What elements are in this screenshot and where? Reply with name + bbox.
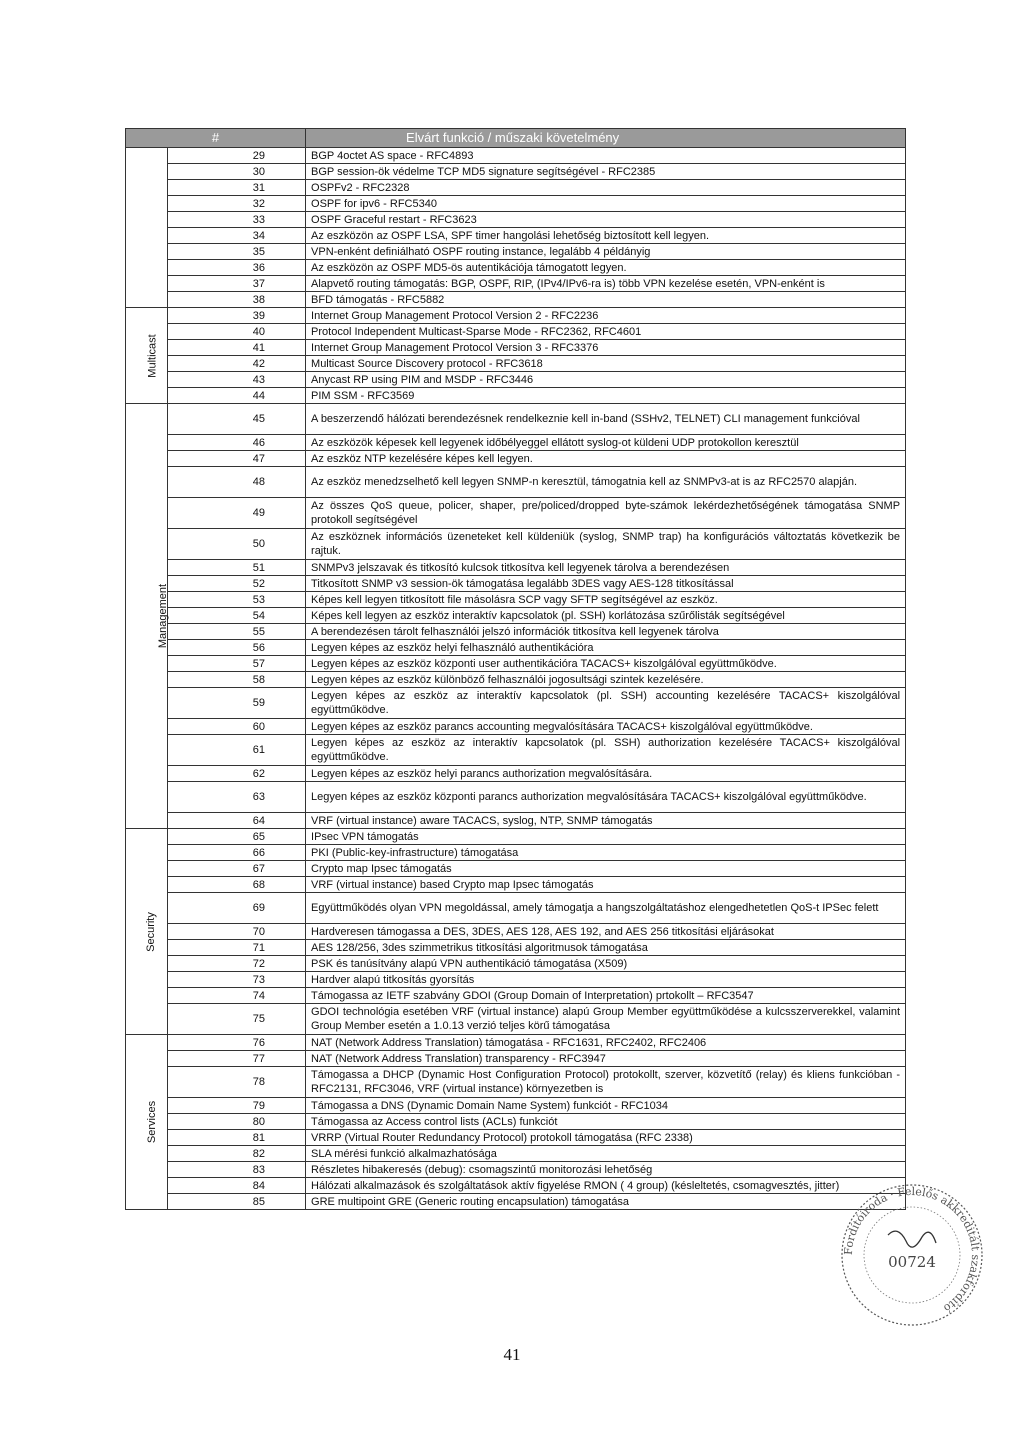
row-number: 56: [190, 640, 306, 656]
row-requirement: Alapvető routing támogatás: BGP, OSPF, RIP, (IPv4/IPv6-ra is) több VPN kezelése esetén, VPN-enként is: [306, 276, 906, 292]
table-row: [126, 164, 906, 180]
row-spacer: [168, 656, 190, 672]
table-row: [126, 292, 906, 308]
table-row: [126, 608, 906, 624]
row-requirement: Titkosított SNMP v3 session-ök támogatása legalább 3DES vagy AES-128 titkosítással: [306, 576, 906, 592]
row-number: 43: [190, 372, 306, 388]
row-requirement: SNMPv3 jelszavak és titkosító kulcsok titkosítva kell legyenek tárolva a berendezésen: [306, 560, 906, 576]
row-requirement: Hálózati alkalmazások és szolgáltatások aktív figyelése RMON ( 4 group) (késleltetés, csomagvesztés, jitter): [306, 1178, 906, 1194]
row-number: 81: [190, 1130, 306, 1146]
table-row: [126, 766, 906, 782]
table-row: [126, 1035, 906, 1051]
row-requirement: Legyen képes az eszköz helyi felhasználó authentikációra: [306, 640, 906, 656]
row-spacer: [168, 388, 190, 404]
row-number: 61: [190, 735, 306, 766]
row-requirement: OSPF Graceful restart - RFC3623: [306, 212, 906, 228]
row-spacer: [168, 435, 190, 451]
row-requirement: NAT (Network Address Translation) transparency - RFC3947: [306, 1051, 906, 1067]
table-row: [126, 924, 906, 940]
row-requirement: Az összes QoS queue, policer, shaper, pre/policed/dropped byte-számok lekérdezhetőségének támogatása SNMP protokoll segítségével: [306, 498, 906, 529]
row-spacer: [168, 560, 190, 576]
table-row: [126, 940, 906, 956]
section-label-cell: [126, 308, 168, 404]
row-spacer: [168, 576, 190, 592]
row-requirement: Legyen képes az eszköz különböző felhasználói jogosultsági szintek kezelésére.: [306, 672, 906, 688]
row-number: 47: [190, 451, 306, 467]
row-requirement: AES 128/256, 3des szimmetrikus titkosítási algoritmusok támogatása: [306, 940, 906, 956]
row-requirement: VPN-enként definiálható OSPF routing instance, legalább 4 példányig: [306, 244, 906, 260]
row-number: 83: [190, 1162, 306, 1178]
table-row: [126, 451, 906, 467]
row-spacer: [168, 972, 190, 988]
row-requirement: IPsec VPN támogatás: [306, 829, 906, 845]
row-number: 75: [190, 1004, 306, 1035]
table-row: [126, 656, 906, 672]
row-spacer: [168, 212, 190, 228]
row-number: 54: [190, 608, 306, 624]
row-number: 79: [190, 1098, 306, 1114]
row-spacer: [168, 1051, 190, 1067]
row-requirement: Támogassa a DHCP (Dynamic Host Configuration Protocol) protokollt, szerver, közvetítő (relay) és kliens funkcióban - RFC2131, RFC3046, VRF (virtual instance) környezetben is: [306, 1067, 906, 1098]
row-requirement: Anycast RP using PIM and MSDP - RFC3446: [306, 372, 906, 388]
row-number: 52: [190, 576, 306, 592]
table-row: [126, 1146, 906, 1162]
section-label: Multicast: [146, 333, 159, 378]
row-requirement: Az eszköz NTP kezelésére képes kell legyen.: [306, 451, 906, 467]
row-spacer: [168, 498, 190, 529]
page-number: 41: [503, 1345, 521, 1364]
row-number: 31: [190, 180, 306, 196]
row-number: 44: [190, 388, 306, 404]
row-spacer: [168, 164, 190, 180]
row-spacer: [168, 228, 190, 244]
row-number: 32: [190, 196, 306, 212]
table-row: [126, 845, 906, 861]
row-spacer: [168, 924, 190, 940]
row-spacer: [168, 672, 190, 688]
signature-icon: [888, 1231, 936, 1247]
row-number: 84: [190, 1178, 306, 1194]
table-row: [126, 1004, 906, 1035]
row-number: 39: [190, 308, 306, 324]
row-spacer: [168, 1178, 190, 1194]
table-row: [126, 592, 906, 608]
row-spacer: [168, 640, 190, 656]
row-spacer: [168, 404, 190, 435]
table-row: [126, 988, 906, 1004]
row-number: 46: [190, 435, 306, 451]
row-spacer: [168, 260, 190, 276]
stamp-handwriting: 00724: [888, 1253, 936, 1271]
row-number: 50: [190, 529, 306, 560]
table-row: [126, 672, 906, 688]
row-requirement: Az eszközön az OSPF MD5-ös autentikációja támogatott legyen.: [306, 260, 906, 276]
row-requirement: Legyen képes az eszköz helyi parancs authorization megvalósítására.: [306, 766, 906, 782]
table-row: [126, 372, 906, 388]
table-row: [126, 640, 906, 656]
row-spacer: [168, 180, 190, 196]
row-number: 48: [190, 467, 306, 498]
section-label-cell: [126, 829, 168, 1035]
row-number: 68: [190, 877, 306, 893]
row-requirement: BFD támogatás - RFC5882: [306, 292, 906, 308]
section-label: Management: [157, 583, 170, 649]
row-number: 51: [190, 560, 306, 576]
table-row: [126, 228, 906, 244]
table-row: [126, 782, 906, 813]
row-spacer: [168, 813, 190, 829]
row-spacer: [168, 372, 190, 388]
table-row: [126, 1130, 906, 1146]
row-requirement: Legyen képes az eszköz központi parancs authorization megvalósítására TACACS+ kiszolgálóval együttműködve.: [306, 782, 906, 813]
row-requirement: Legyen képes az eszköz központi user authentikációra TACACS+ kiszolgálóval együttműködve.: [306, 656, 906, 672]
row-number: 72: [190, 956, 306, 972]
table-row: [126, 1114, 906, 1130]
header-number: #: [126, 129, 306, 148]
row-requirement: OSPFv2 - RFC2328: [306, 180, 906, 196]
row-number: 34: [190, 228, 306, 244]
row-spacer: [168, 451, 190, 467]
row-spacer: [168, 1098, 190, 1114]
row-requirement: A berendezésen tárolt felhasználói jelszó információk titkosítva kell legyenek tárolva: [306, 624, 906, 640]
table-row: [126, 260, 906, 276]
header-requirement: Elvárt funkció / műszaki követelmény: [306, 129, 906, 148]
row-number: 74: [190, 988, 306, 1004]
row-spacer: [168, 467, 190, 498]
row-requirement: VRF (virtual instance) based Crypto map Ipsec támogatás: [306, 877, 906, 893]
row-number: 69: [190, 893, 306, 924]
row-number: 66: [190, 845, 306, 861]
row-number: 30: [190, 164, 306, 180]
table-row: [126, 244, 906, 260]
row-spacer: [168, 861, 190, 877]
row-number: 64: [190, 813, 306, 829]
table-row: [126, 467, 906, 498]
section-label-cell: [126, 148, 168, 308]
table-row: [126, 308, 906, 324]
row-spacer: [168, 1035, 190, 1051]
row-requirement: BGP 4octet AS space - RFC4893: [306, 148, 906, 164]
row-requirement: OSPF for ipv6 - RFC5340: [306, 196, 906, 212]
row-spacer: [168, 196, 190, 212]
table-row: [126, 829, 906, 845]
section-label: Security: [144, 911, 157, 952]
table-row: [126, 972, 906, 988]
row-spacer: [168, 1194, 190, 1210]
table-row: [126, 340, 906, 356]
section-label-cell: [126, 1035, 168, 1210]
row-number: 35: [190, 244, 306, 260]
row-spacer: [168, 735, 190, 766]
row-number: 78: [190, 1067, 306, 1098]
row-number: 85: [190, 1194, 306, 1210]
table-row: [126, 956, 906, 972]
row-number: 29: [190, 148, 306, 164]
table-row: [126, 893, 906, 924]
table-row: [126, 196, 906, 212]
table-row: [126, 388, 906, 404]
row-spacer: [168, 1130, 190, 1146]
row-spacer: [168, 292, 190, 308]
row-number: 55: [190, 624, 306, 640]
table-row: [126, 276, 906, 292]
row-spacer: [168, 1067, 190, 1098]
table-row: [126, 735, 906, 766]
translator-stamp: [832, 1175, 992, 1335]
row-number: 65: [190, 829, 306, 845]
row-spacer: [168, 308, 190, 324]
table-row: [126, 1067, 906, 1098]
row-number: 40: [190, 324, 306, 340]
row-requirement: GRE multipoint GRE (Generic routing encapsulation) támogatása: [306, 1194, 906, 1210]
row-requirement: PKI (Public-key-infrastructure) támogatása: [306, 845, 906, 861]
table-row: [126, 148, 906, 164]
table-row: [126, 1178, 906, 1194]
row-requirement: Az eszköznek információs üzeneteket kell küldeniük (syslog, SNMP trap) ha konfigurációs változtatás következik be rajtuk.: [306, 529, 906, 560]
row-requirement: Részletes hibakeresés (debug): csomagszintű monitorozási lehetőség: [306, 1162, 906, 1178]
row-requirement: Képes kell legyen az eszköz interaktív kapcsolatok (pl. SSH) korlátozása szűrőlisták segítségével: [306, 608, 906, 624]
row-requirement: Képes kell legyen titkosított file másolásra SCP vagy SFTP segítségével az eszköz.: [306, 592, 906, 608]
row-requirement: Internet Group Management Protocol Version 3 - RFC3376: [306, 340, 906, 356]
row-requirement: A beszerzendő hálózati berendezésnek rendelkeznie kell in-band (SSHv2, TELNET) CLI management funkcióval: [306, 404, 906, 435]
row-spacer: [168, 276, 190, 292]
table-row: [126, 1194, 906, 1210]
row-number: 62: [190, 766, 306, 782]
table-row: [126, 576, 906, 592]
row-spacer: [168, 829, 190, 845]
row-requirement: Multicast Source Discovery protocol - RFC3618: [306, 356, 906, 372]
table-row: [126, 688, 906, 719]
row-requirement: Az eszközön az OSPF LSA, SPF timer hangolási lehetőség biztosított kell legyen.: [306, 228, 906, 244]
row-spacer: [168, 766, 190, 782]
row-requirement: BGP session-ök védelme TCP MD5 signature segítségével - RFC2385: [306, 164, 906, 180]
row-requirement: Legyen képes az eszköz parancs accounting megvalósítására TACACS+ kiszolgálóval együttműködve.: [306, 719, 906, 735]
row-spacer: [168, 877, 190, 893]
table-row: [126, 498, 906, 529]
row-spacer: [168, 324, 190, 340]
table-row: [126, 560, 906, 576]
row-requirement: Legyen képes az eszköz az interaktív kapcsolatok (pl. SSH) accounting kezelésére TACACS+ kiszolgálóval együttműködve.: [306, 688, 906, 719]
row-number: 53: [190, 592, 306, 608]
row-requirement: Hardveresen támogassa a DES, 3DES, AES 128, AES 192, and AES 256 titkosítási eljárásokat: [306, 924, 906, 940]
table-row: [126, 356, 906, 372]
row-spacer: [168, 719, 190, 735]
row-number: 45: [190, 404, 306, 435]
row-number: 60: [190, 719, 306, 735]
row-requirement: Az eszközök képesek kell legyenek időbélyeggel ellátott syslog-ot küldeni UDP protokollon keresztül: [306, 435, 906, 451]
table-header-row: [126, 129, 906, 148]
section-label-cell: [126, 404, 168, 829]
row-number: 58: [190, 672, 306, 688]
row-requirement: Internet Group Management Protocol Version 2 - RFC2236: [306, 308, 906, 324]
row-number: 49: [190, 498, 306, 529]
table-row: [126, 435, 906, 451]
table-row: [126, 404, 906, 435]
table-row: [126, 624, 906, 640]
row-requirement: Támogassa a DNS (Dynamic Domain Name System) funkciót - RFC1034: [306, 1098, 906, 1114]
row-spacer: [168, 1146, 190, 1162]
row-requirement: Az eszköz menedzselhető kell legyen SNMP-n keresztül, támogatnia kell az SNMPv3-at is az RFC2570 alapján.: [306, 467, 906, 498]
table-row: [126, 877, 906, 893]
row-number: 59: [190, 688, 306, 719]
row-requirement: PIM SSM - RFC3569: [306, 388, 906, 404]
row-number: 70: [190, 924, 306, 940]
row-number: 73: [190, 972, 306, 988]
table-row: [126, 212, 906, 228]
row-spacer: [168, 1162, 190, 1178]
row-spacer: [168, 624, 190, 640]
row-spacer: [168, 148, 190, 164]
row-number: 82: [190, 1146, 306, 1162]
table-row: [126, 1162, 906, 1178]
row-number: 57: [190, 656, 306, 672]
row-number: 76: [190, 1035, 306, 1051]
row-number: 77: [190, 1051, 306, 1067]
row-spacer: [168, 529, 190, 560]
row-requirement: Hardver alapú titkosítás gyorsítás: [306, 972, 906, 988]
row-requirement: SLA mérési funkció alkalmazhatósága: [306, 1146, 906, 1162]
section-label: Services: [146, 1100, 159, 1144]
row-spacer: [168, 592, 190, 608]
table-row: [126, 719, 906, 735]
row-spacer: [168, 956, 190, 972]
row-number: 36: [190, 260, 306, 276]
row-number: 80: [190, 1114, 306, 1130]
row-requirement: VRRP (Virtual Router Redundancy Protocol) protokoll támogatása (RFC 2338): [306, 1130, 906, 1146]
requirements-table: [125, 128, 906, 1210]
row-number: 71: [190, 940, 306, 956]
row-spacer: [168, 893, 190, 924]
row-number: 37: [190, 276, 306, 292]
row-requirement: Támogassa az IETF szabvány GDOI (Group Domain of Interpretation) prtokollt – RFC3547: [306, 988, 906, 1004]
row-requirement: VRF (virtual instance) aware TACACS, syslog, NTP, SNMP támogatás: [306, 813, 906, 829]
table-row: [126, 1051, 906, 1067]
row-requirement: Együttműködés olyan VPN megoldással, amely támogatja a hangszolgáltatáshoz elengedhetetlen QoS-t IPSec felett: [306, 893, 906, 924]
row-spacer: [168, 244, 190, 260]
row-requirement: GDOI technológia esetében VRF (virtual instance) alapú Group Member együttműködése a kulcsszerverekkel, valamint Group Member esetén a 1.0.13 verzió teljes körű támogatása: [306, 1004, 906, 1035]
table-row: [126, 180, 906, 196]
row-number: 63: [190, 782, 306, 813]
row-number: 33: [190, 212, 306, 228]
table-row: [126, 529, 906, 560]
table-row: [126, 324, 906, 340]
row-spacer: [168, 782, 190, 813]
table-row: [126, 1098, 906, 1114]
table-row: [126, 813, 906, 829]
row-spacer: [168, 688, 190, 719]
row-requirement: NAT (Network Address Translation) támogatása - RFC1631, RFC2402, RFC2406: [306, 1035, 906, 1051]
row-number: 38: [190, 292, 306, 308]
row-spacer: [168, 988, 190, 1004]
table-body: [126, 148, 906, 1210]
row-spacer: [168, 1004, 190, 1035]
row-requirement: Protocol Independent Multicast-Sparse Mode - RFC2362, RFC4601: [306, 324, 906, 340]
table-row: [126, 861, 906, 877]
row-requirement: Crypto map Ipsec támogatás: [306, 861, 906, 877]
row-number: 42: [190, 356, 306, 372]
row-spacer: [168, 845, 190, 861]
row-requirement: PSK és tanúsítvány alapú VPN authentikáció támogatása (X509): [306, 956, 906, 972]
row-number: 41: [190, 340, 306, 356]
row-number: 67: [190, 861, 306, 877]
row-requirement: Támogassa az Access control lists (ACLs) funkciót: [306, 1114, 906, 1130]
row-spacer: [168, 940, 190, 956]
row-requirement: Legyen képes az eszköz az interaktív kapcsolatok (pl. SSH) authorization kezelésére TACACS+ kiszolgálóval együttműködve.: [306, 735, 906, 766]
stamp-ring-text: Fordítóiroda · Felelős akkreditált szakfordító: [841, 1184, 983, 1315]
